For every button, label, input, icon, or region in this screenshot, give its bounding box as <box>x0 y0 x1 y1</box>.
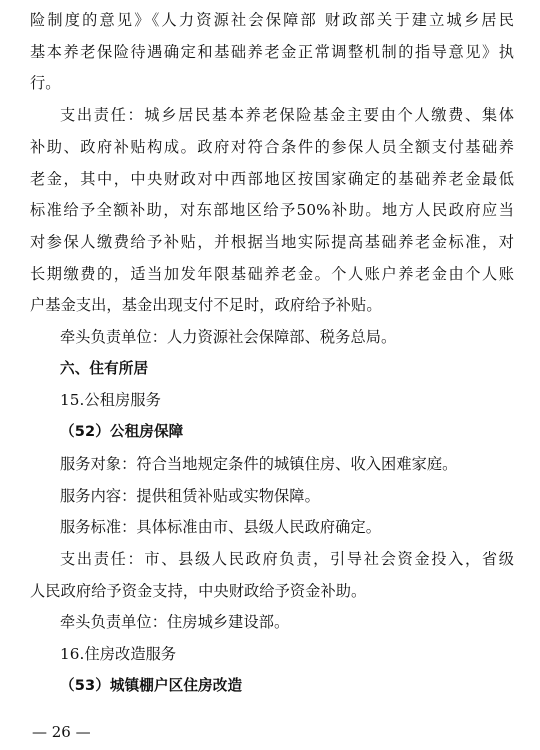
text-line: 险制度的意见》《人力资源社会保障部 财政部关于建立城乡居民 <box>30 11 514 29</box>
text-line: 牵头负责单位：人力资源社会保障部、税务总局。 <box>60 328 397 346</box>
text-line: 人民政府给予资金支持，中央财政给予资金补助。 <box>30 581 367 600</box>
text-line: 服务内容：提供租赁补贴或实物保障。 <box>60 486 320 505</box>
item-heading: （52）公租房保障 <box>60 423 184 441</box>
text-line: 服务对象：符合当地规定条件的城镇住房、收入困难家庭。 <box>60 454 458 473</box>
text-line: 标准给予全额补助，对东部地区给予50%补助。地方人民政府应当 <box>30 201 514 220</box>
text-line: 牵头负责单位：住房城乡建设部。 <box>60 613 290 632</box>
text-line: 对参保人缴费给予补贴，并根据当地实际提高基础养老金标准，对 <box>30 232 514 251</box>
text-line: 老金，其中，中央财政对中西部地区按国家确定的基础养老金最低 <box>30 169 514 188</box>
text-line: 支出责任：市、县级人民政府负责，引导社会资金投入，省级 <box>60 549 514 568</box>
page-number: — 26 — <box>32 723 91 741</box>
text-line: 基本养老保险待遇确定和基础养老金正常调整机制的指导意见》执 <box>30 42 514 61</box>
text-line: 长期缴费的，适当加发年限基础养老金。个人账户养老金由个人账 <box>30 264 514 283</box>
item-heading: （53）城镇棚户区住房改造 <box>60 676 243 694</box>
text-line: 服务标准：具体标准由市、县级人民政府确定。 <box>60 518 382 537</box>
section-heading: 六、住有所居 <box>60 359 149 377</box>
text-line: 户基金支出，基金出现支付不足时，政府给予补贴。 <box>30 296 382 315</box>
subsection-heading: 16.住房改造服务 <box>60 645 177 663</box>
text-line: 补助、政府补贴构成。政府对符合条件的参保人员全额支付基础养 <box>30 137 514 156</box>
text-line: 支出责任：城乡居民基本养老保险基金主要由个人缴费、集体 <box>60 106 514 125</box>
subsection-heading: 15.公租房服务 <box>60 391 161 410</box>
text-line: 行。 <box>30 74 61 93</box>
